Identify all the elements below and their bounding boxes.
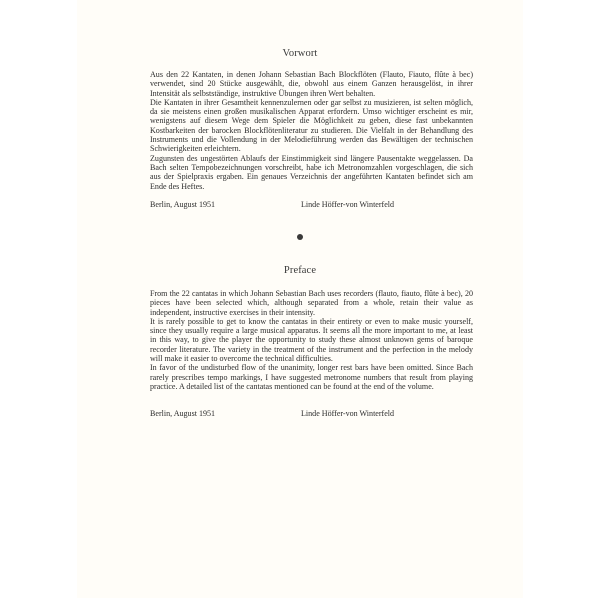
english-preface-title: Preface [283, 265, 317, 276]
german-paragraph-2: Die Kantaten in ihrer Gesamtheit kennenzulernen oder gar selbst zu musizieren, ist selten möglich, da sie meistens einen großen musikalischen Apparat erfordern. Umso wichtiger erscheint es mir, wenigstens auf diesem Wege dem Spieler die Möglichkeit zu geben, diese fast unbekannten Kostbarkeiten der barocken Blockflötenliteratur zu studieren. Die Vielfalt in der Behandlung des Instruments und die Vollendung in der Melodieführung werden das Bewältigen der technischen Schwierigkeiten erleichtern. [150, 97, 473, 154]
dot-ornament-icon [297, 234, 303, 240]
english-signature-place-date: Berlin, August 1951 [150, 409, 216, 418]
english-paragraph-1: From the 22 cantatas in which Johann Sebastian Bach uses recorders (flauto, fiauto, flûte à bec), 20 pieces have been selected which, although separated from a whole, retain their value as independent, instructive exercises in their intensity. [150, 289, 473, 317]
german-signature-author: Linde Höffer-von Winterfeld [301, 200, 395, 209]
english-preface-body [150, 289, 473, 391]
german-preface-body [150, 70, 473, 191]
english-signature [150, 409, 480, 419]
english-signature-author: Linde Höffer-von Winterfeld [301, 409, 395, 418]
german-paragraph-3: Zugunsten des ungestörten Ablaufs der Einstimmigkeit sind längere Pausentakte weggelassen. Da Bach selten Tempobezeichnungen vorschreibt, habe ich Metronomzahlen vorgeschlagen, die sich aus der Spielpraxis ergaben. Ein genaues Verzeichnis der angeführten Kantaten befindet sich am Ende des Heftes. [150, 153, 473, 191]
english-paragraph-2: It is rarely possible to get to know the cantatas in their entirety or even to make music yourself, since they usually require a large musical apparatus. It seems all the more important to me, at least in this way, to give the player the opportunity to study these almost unknown gems of baroque recorder literature. The variety in the treatment of the instrument and the perfection in the melody will make it easier to overcome the technical difficulties. [150, 316, 473, 364]
english-paragraph-3: In favor of the undisturbed flow of the unanimity, longer rest bars have been omitted. Since Bach rarely prescribes tempo markings, I have suggested metronome numbers that result from playing practice. A detailed list of the cantatas mentioned can be found at the end of the volume. [150, 363, 473, 391]
german-signature-place-date: Berlin, August 1951 [150, 200, 216, 209]
german-signature [150, 200, 480, 210]
german-paragraph-1: Aus den 22 Kantaten, in denen Johann Sebastian Bach Blockflöten (Flauto, Fiauto, flûte à bec) verwendet, sind 20 Stücke ausgewählt, die, obwohl aus einem Ganzen herausgelöst, in ihrer Intensität als selbstständige, instruktive Übungen ihren Wert behalten. [150, 70, 473, 98]
document-page [77, 0, 523, 598]
german-preface-title: Vorwort [282, 48, 318, 59]
